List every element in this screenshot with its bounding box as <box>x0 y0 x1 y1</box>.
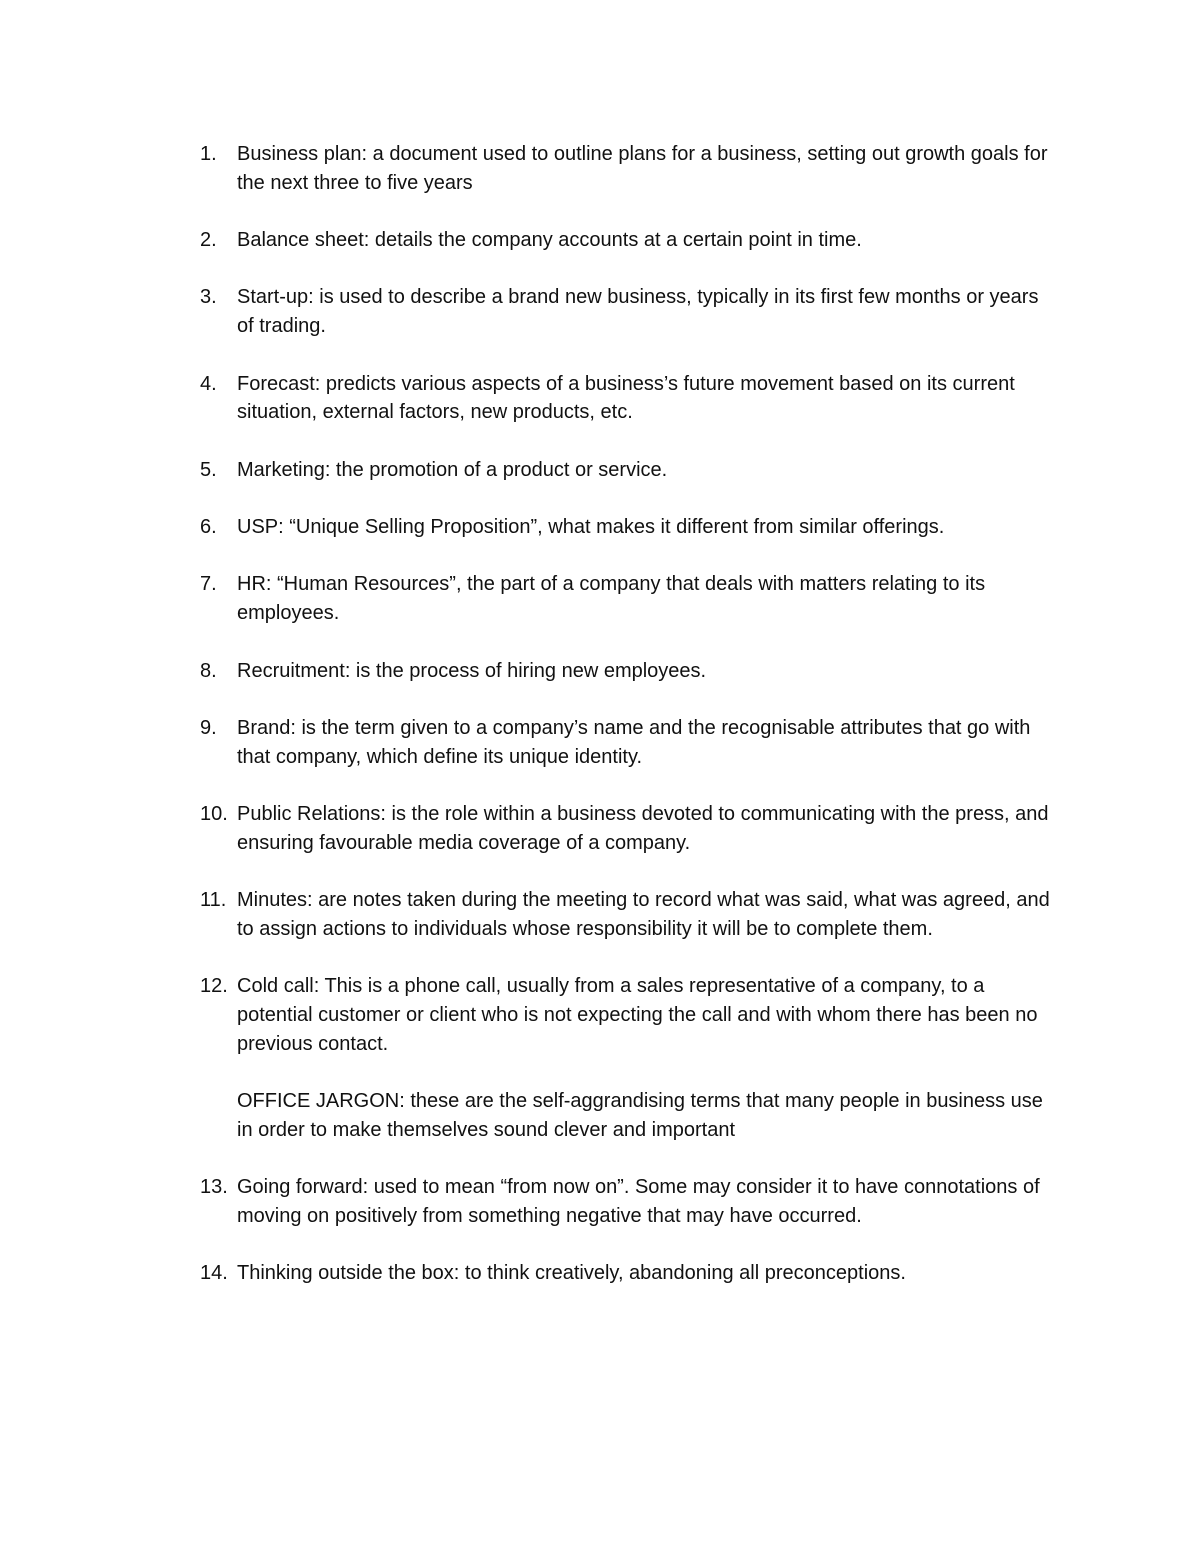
office-jargon-note: OFFICE JARGON: these are the self-aggrandising terms that many people in business use in order to make themselves sound clever and important <box>237 1090 1043 1141</box>
item-number: 10. <box>200 803 228 826</box>
item-text: Going forward: used to mean “from now on”. Some may consider it to have connotations of moving on positively from something negative that may have occurred. <box>237 1176 1040 1227</box>
item-text: Brand: is the term given to a company’s name and the recognisable attributes that go with that company, which define its unique identity. <box>237 716 1031 768</box>
item-number: 6. <box>200 516 217 539</box>
item-text: Thinking outside the box: to think creatively, abandoning all preconceptions. <box>237 1262 906 1285</box>
item-text: Minutes: are notes taken during the meeting to record what was said, what was agreed, and to assign actions to individuals whose responsibility it will be to complete them. <box>237 889 1050 940</box>
item-number: 11. <box>200 889 227 912</box>
item-text: Start-up: is used to describe a brand new business, typically in its first few months or years of trading. <box>237 286 1039 338</box>
item-text: USP: “Unique Selling Proposition”, what makes it different from similar offerings. <box>237 516 945 539</box>
list-item <box>200 714 1050 771</box>
item-text: Forecast: predicts various aspects of a business’s future movement based on its current situation, external factors, new products, etc. <box>237 372 1015 424</box>
item-text: Public Relations: is the role within a business devoted to communicating with the press, and ensuring favourable media coverage of a company. <box>237 803 1049 854</box>
item-text: HR: “Human Resources”, the part of a company that deals with matters relating to its employees. <box>237 573 986 625</box>
list-item <box>200 886 1050 943</box>
item-number: 14. <box>200 1262 228 1285</box>
list-item <box>200 1259 1050 1288</box>
item-text: Recruitment: is the process of hiring new employees. <box>237 659 707 682</box>
list-item <box>200 570 1050 627</box>
list-item <box>200 513 1050 542</box>
item-number: 3. <box>200 286 217 309</box>
list-item <box>200 283 1050 340</box>
item-text: Marketing: the promotion of a product or service. <box>237 458 668 481</box>
list-item <box>200 1173 1050 1230</box>
item-number: 2. <box>200 229 217 252</box>
item-number: 9. <box>200 716 217 739</box>
list-item <box>200 972 1050 1058</box>
item-number: 8. <box>200 659 217 682</box>
item-number: 1. <box>200 143 217 165</box>
item-text: Cold call: This is a phone call, usually from a sales representative of a company, to a potential customer or client who is not expecting the call and with whom there has been no previous contact. <box>237 975 1038 1055</box>
item-text: Business plan: a document used to outline plans for a business, setting out growth goals for the next three to five years <box>237 143 1048 194</box>
list-item <box>200 657 1050 686</box>
item-number: 7. <box>200 573 217 596</box>
glossary-list <box>200 140 1050 1317</box>
item-number: 13. <box>200 1176 228 1199</box>
list-item <box>200 370 1050 427</box>
item-text: Balance sheet: details the company accounts at a certain point in time. <box>237 229 862 252</box>
list-item <box>200 140 1050 197</box>
list-item <box>200 456 1050 485</box>
item-number: 5. <box>200 458 217 481</box>
item-number: 4. <box>200 372 217 395</box>
list-item <box>200 800 1050 857</box>
item-number: 12. <box>200 975 228 998</box>
list-item <box>200 226 1050 255</box>
